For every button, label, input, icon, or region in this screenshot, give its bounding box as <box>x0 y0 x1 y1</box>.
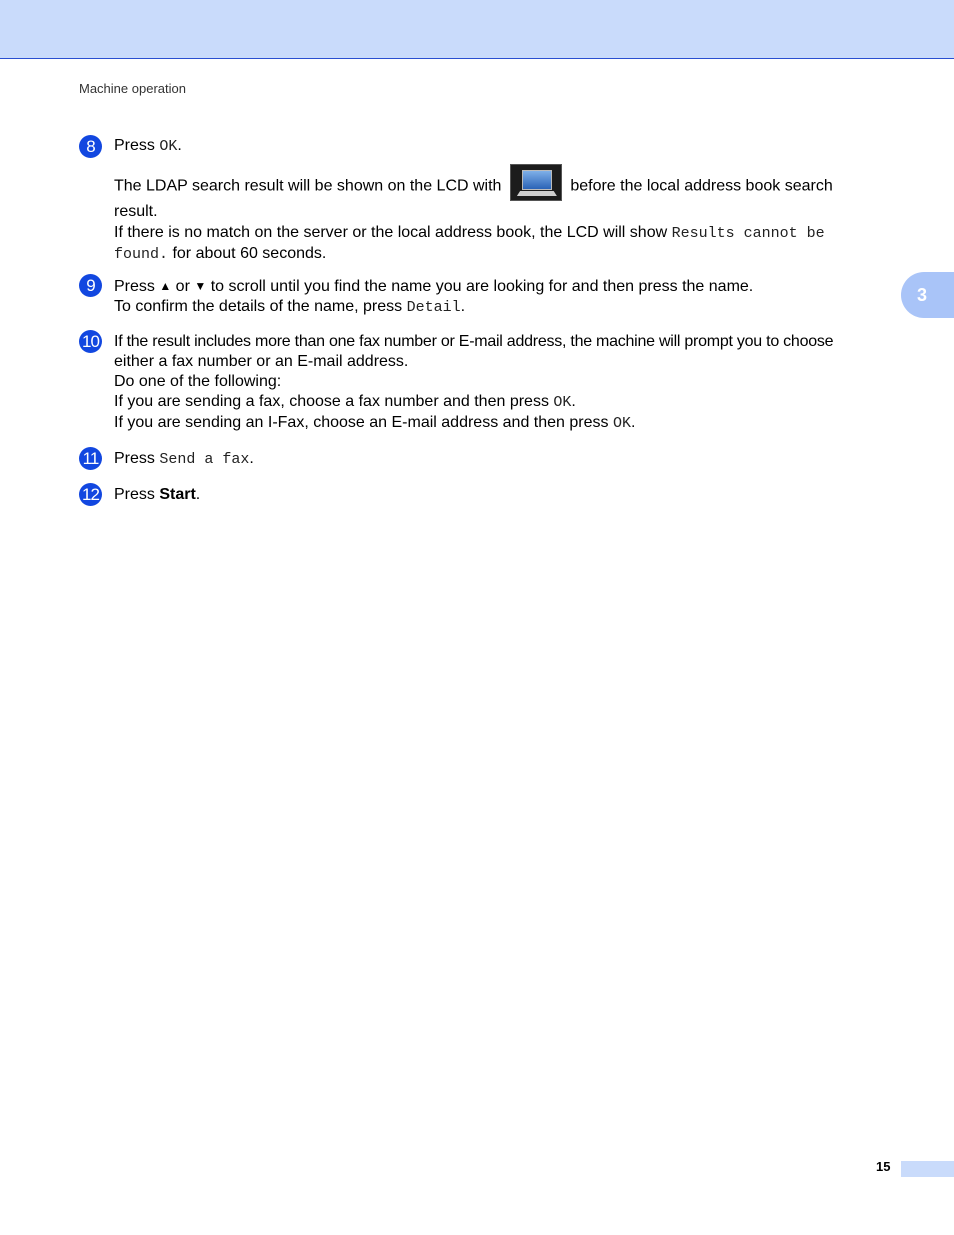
ok-code: OK <box>612 415 631 432</box>
step-line: Do one of the following: <box>114 373 282 390</box>
step-line: If there is no match on the server or the local address book, the LCD will show Results cannot be <box>114 224 825 242</box>
step-number: 8 <box>79 135 102 158</box>
step-line: If you are sending a fax, choose a fax number and then press OK. <box>114 393 576 411</box>
step-line: found. for about 60 seconds. <box>114 245 327 263</box>
down-arrow-icon: ▼ <box>194 279 207 293</box>
step-number: 10 <box>79 330 102 353</box>
step-text <box>114 274 891 318</box>
detail-code: Detail <box>406 299 461 316</box>
step-line: The LDAP search result will be shown on the LCD with before the local address book search <box>114 172 891 201</box>
step-line: Press Start. <box>114 486 201 503</box>
step-number: 9 <box>79 274 102 297</box>
ok-code: OK <box>159 138 178 155</box>
step-line: If you are sending an I-Fax, choose an E-mail address and then press OK. <box>114 414 636 432</box>
lcd-message-code: Results cannot be <box>671 225 825 242</box>
ok-code: OK <box>553 394 572 411</box>
step-number: 12 <box>79 483 102 506</box>
up-arrow-icon: ▲ <box>159 279 172 293</box>
header-band <box>0 0 954 59</box>
step-line: either a fax number or an E-mail address. <box>114 353 409 370</box>
step-line: To confirm the details of the name, press Detail. <box>114 298 466 316</box>
step-line: Press ▲ or ▼ to scroll until you find the name you are looking for and then press the name. <box>114 278 754 295</box>
lcd-message-code: found. <box>114 246 169 263</box>
step-line: Press Send a fax. <box>114 450 254 468</box>
step-line: If the result includes more than one fax number or E-mail address, the machine will prompt you to choose <box>114 333 834 350</box>
step-text <box>114 447 891 470</box>
lcd-screen-icon <box>510 164 562 201</box>
chapter-tab: 3 <box>901 272 954 318</box>
footer-bar <box>901 1161 954 1177</box>
step-line: Press OK. <box>114 137 182 155</box>
step-number: 11 <box>79 447 102 470</box>
start-key-label: Start <box>159 486 196 503</box>
section-title: Machine operation <box>79 81 186 96</box>
step-line: result. <box>114 203 158 220</box>
step-text <box>114 483 891 505</box>
step-text <box>114 330 891 434</box>
send-a-fax-code: Send a fax <box>159 451 250 468</box>
lcd-screen-base <box>517 191 557 196</box>
page-number: 15 <box>876 1159 891 1174</box>
step-text <box>114 135 891 265</box>
lcd-screen-display <box>522 170 552 190</box>
